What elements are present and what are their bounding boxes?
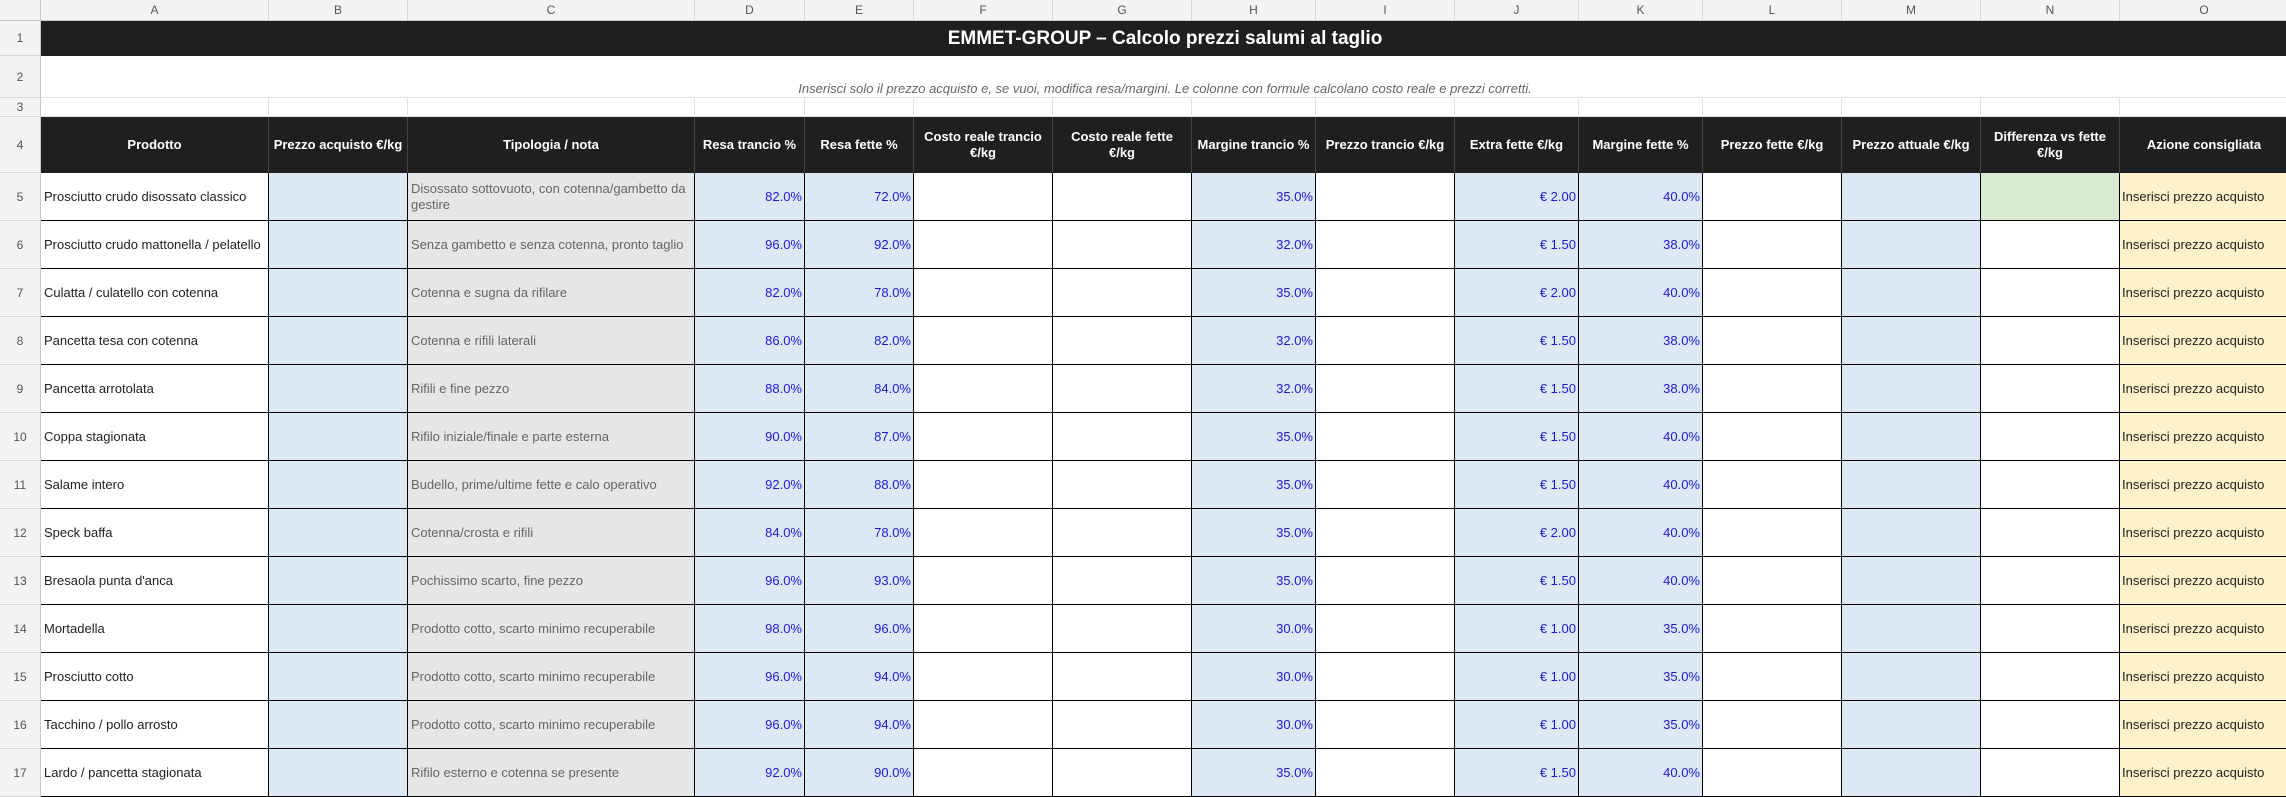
suggested-action-cell[interactable]: Inserisci prezzo acquisto <box>2120 317 2286 365</box>
price-chunk-cell[interactable] <box>1316 461 1455 509</box>
sheet-subtitle[interactable]: Inserisci solo il prezzo acquisto e, se vuoi, modifica resa/margini. Le colonne con formule calcolano costo reale e prezzi corretti. <box>41 56 2286 98</box>
product-name-cell[interactable]: Pancetta arrotolata <box>41 365 269 413</box>
row-header-11[interactable]: 11 <box>0 461 41 509</box>
product-name-cell[interactable]: Salame intero <box>41 461 269 509</box>
row-header-8[interactable]: 8 <box>0 317 41 365</box>
type-note-cell[interactable]: Cotenna e sugna da rifilare <box>408 269 695 317</box>
current-price-input[interactable] <box>1842 365 1981 413</box>
real-cost-chunk-cell[interactable] <box>914 509 1053 557</box>
extra-slices-cell[interactable]: € 2.00 <box>1455 509 1579 557</box>
column-title[interactable]: Margine fette % <box>1579 117 1703 173</box>
extra-slices-cell[interactable]: € 1.50 <box>1455 749 1579 797</box>
product-name-cell[interactable]: Lardo / pancetta stagionata <box>41 749 269 797</box>
margin-chunk-cell[interactable]: 35.0% <box>1192 509 1316 557</box>
real-cost-slices-cell[interactable] <box>1053 749 1192 797</box>
column-header-h[interactable]: H <box>1192 0 1316 21</box>
yield-slices-cell[interactable]: 92.0% <box>805 221 914 269</box>
margin-chunk-cell[interactable]: 35.0% <box>1192 173 1316 221</box>
yield-chunk-cell[interactable]: 96.0% <box>695 557 805 605</box>
real-cost-slices-cell[interactable] <box>1053 653 1192 701</box>
difference-cell[interactable] <box>1981 557 2120 605</box>
row-header-6[interactable]: 6 <box>0 221 41 269</box>
difference-cell[interactable] <box>1981 749 2120 797</box>
extra-slices-cell[interactable]: € 1.50 <box>1455 413 1579 461</box>
yield-slices-cell[interactable]: 87.0% <box>805 413 914 461</box>
current-price-input[interactable] <box>1842 317 1981 365</box>
margin-slices-cell[interactable]: 38.0% <box>1579 221 1703 269</box>
real-cost-chunk-cell[interactable] <box>914 749 1053 797</box>
current-price-input[interactable] <box>1842 509 1981 557</box>
column-title[interactable]: Resa fette % <box>805 117 914 173</box>
margin-slices-cell[interactable]: 40.0% <box>1579 509 1703 557</box>
current-price-input[interactable] <box>1842 653 1981 701</box>
column-header-k[interactable]: K <box>1579 0 1703 21</box>
margin-chunk-cell[interactable]: 30.0% <box>1192 653 1316 701</box>
cell[interactable] <box>914 98 1053 117</box>
type-note-cell[interactable]: Budello, prime/ultime fette e calo operativo <box>408 461 695 509</box>
real-cost-chunk-cell[interactable] <box>914 173 1053 221</box>
product-name-cell[interactable]: Pancetta tesa con cotenna <box>41 317 269 365</box>
price-chunk-cell[interactable] <box>1316 269 1455 317</box>
difference-cell[interactable] <box>1981 269 2120 317</box>
difference-cell[interactable] <box>1981 173 2120 221</box>
difference-cell[interactable] <box>1981 509 2120 557</box>
margin-slices-cell[interactable]: 38.0% <box>1579 365 1703 413</box>
price-chunk-cell[interactable] <box>1316 557 1455 605</box>
real-cost-slices-cell[interactable] <box>1053 365 1192 413</box>
extra-slices-cell[interactable]: € 1.50 <box>1455 461 1579 509</box>
suggested-action-cell[interactable]: Inserisci prezzo acquisto <box>2120 557 2286 605</box>
type-note-cell[interactable]: Pochissimo scarto, fine pezzo <box>408 557 695 605</box>
type-note-cell[interactable]: Rifili e fine pezzo <box>408 365 695 413</box>
price-slices-cell[interactable] <box>1703 365 1842 413</box>
cell[interactable] <box>1455 98 1579 117</box>
suggested-action-cell[interactable]: Inserisci prezzo acquisto <box>2120 509 2286 557</box>
purchase-price-input[interactable] <box>269 509 408 557</box>
product-name-cell[interactable]: Speck baffa <box>41 509 269 557</box>
extra-slices-cell[interactable]: € 1.50 <box>1455 221 1579 269</box>
margin-chunk-cell[interactable]: 35.0% <box>1192 749 1316 797</box>
column-title[interactable]: Costo reale trancio €/kg <box>914 117 1053 173</box>
column-header-i[interactable]: I <box>1316 0 1455 21</box>
price-slices-cell[interactable] <box>1703 269 1842 317</box>
column-header-e[interactable]: E <box>805 0 914 21</box>
price-slices-cell[interactable] <box>1703 509 1842 557</box>
extra-slices-cell[interactable]: € 1.00 <box>1455 701 1579 749</box>
current-price-input[interactable] <box>1842 461 1981 509</box>
yield-chunk-cell[interactable]: 96.0% <box>695 653 805 701</box>
yield-slices-cell[interactable]: 78.0% <box>805 509 914 557</box>
row-header-5[interactable]: 5 <box>0 173 41 221</box>
yield-chunk-cell[interactable]: 90.0% <box>695 413 805 461</box>
yield-slices-cell[interactable]: 82.0% <box>805 317 914 365</box>
product-name-cell[interactable]: Culatta / culatello con cotenna <box>41 269 269 317</box>
yield-slices-cell[interactable]: 93.0% <box>805 557 914 605</box>
suggested-action-cell[interactable]: Inserisci prezzo acquisto <box>2120 413 2286 461</box>
difference-cell[interactable] <box>1981 653 2120 701</box>
row-header-10[interactable]: 10 <box>0 413 41 461</box>
difference-cell[interactable] <box>1981 221 2120 269</box>
real-cost-slices-cell[interactable] <box>1053 605 1192 653</box>
difference-cell[interactable] <box>1981 317 2120 365</box>
extra-slices-cell[interactable]: € 2.00 <box>1455 269 1579 317</box>
price-slices-cell[interactable] <box>1703 317 1842 365</box>
yield-slices-cell[interactable]: 78.0% <box>805 269 914 317</box>
column-title[interactable]: Extra fette €/kg <box>1455 117 1579 173</box>
column-header-a[interactable]: A <box>41 0 269 21</box>
yield-chunk-cell[interactable]: 84.0% <box>695 509 805 557</box>
cell[interactable] <box>1981 98 2120 117</box>
real-cost-chunk-cell[interactable] <box>914 317 1053 365</box>
difference-cell[interactable] <box>1981 461 2120 509</box>
price-slices-cell[interactable] <box>1703 221 1842 269</box>
product-name-cell[interactable]: Prosciutto cotto <box>41 653 269 701</box>
difference-cell[interactable] <box>1981 701 2120 749</box>
purchase-price-input[interactable] <box>269 749 408 797</box>
cell[interactable] <box>1053 98 1192 117</box>
current-price-input[interactable] <box>1842 749 1981 797</box>
column-header-b[interactable]: B <box>269 0 408 21</box>
purchase-price-input[interactable] <box>269 221 408 269</box>
margin-slices-cell[interactable]: 35.0% <box>1579 701 1703 749</box>
price-chunk-cell[interactable] <box>1316 317 1455 365</box>
type-note-cell[interactable]: Cotenna/crosta e rifili <box>408 509 695 557</box>
current-price-input[interactable] <box>1842 557 1981 605</box>
yield-chunk-cell[interactable]: 98.0% <box>695 605 805 653</box>
purchase-price-input[interactable] <box>269 557 408 605</box>
cell[interactable] <box>1579 98 1703 117</box>
row-header-2[interactable]: 2 <box>0 56 41 98</box>
real-cost-chunk-cell[interactable] <box>914 653 1053 701</box>
suggested-action-cell[interactable]: Inserisci prezzo acquisto <box>2120 173 2286 221</box>
yield-chunk-cell[interactable]: 82.0% <box>695 173 805 221</box>
margin-slices-cell[interactable]: 38.0% <box>1579 317 1703 365</box>
type-note-cell[interactable]: Rifilo iniziale/finale e parte esterna <box>408 413 695 461</box>
real-cost-chunk-cell[interactable] <box>914 557 1053 605</box>
suggested-action-cell[interactable]: Inserisci prezzo acquisto <box>2120 221 2286 269</box>
price-chunk-cell[interactable] <box>1316 365 1455 413</box>
difference-cell[interactable] <box>1981 605 2120 653</box>
extra-slices-cell[interactable]: € 2.00 <box>1455 173 1579 221</box>
margin-slices-cell[interactable]: 40.0% <box>1579 413 1703 461</box>
margin-slices-cell[interactable]: 40.0% <box>1579 749 1703 797</box>
cell[interactable] <box>2120 98 2286 117</box>
row-header-3[interactable]: 3 <box>0 98 41 117</box>
suggested-action-cell[interactable]: Inserisci prezzo acquisto <box>2120 653 2286 701</box>
suggested-action-cell[interactable]: Inserisci prezzo acquisto <box>2120 749 2286 797</box>
column-header-c[interactable]: C <box>408 0 695 21</box>
margin-chunk-cell[interactable]: 35.0% <box>1192 413 1316 461</box>
price-chunk-cell[interactable] <box>1316 173 1455 221</box>
cell[interactable] <box>1703 98 1842 117</box>
real-cost-chunk-cell[interactable] <box>914 701 1053 749</box>
column-title[interactable]: Prodotto <box>41 117 269 173</box>
type-note-cell[interactable]: Rifilo esterno e cotenna se presente <box>408 749 695 797</box>
extra-slices-cell[interactable]: € 1.00 <box>1455 653 1579 701</box>
row-header-15[interactable]: 15 <box>0 653 41 701</box>
difference-cell[interactable] <box>1981 413 2120 461</box>
column-header-m[interactable]: M <box>1842 0 1981 21</box>
price-chunk-cell[interactable] <box>1316 221 1455 269</box>
margin-slices-cell[interactable]: 35.0% <box>1579 653 1703 701</box>
yield-slices-cell[interactable]: 96.0% <box>805 605 914 653</box>
real-cost-slices-cell[interactable] <box>1053 221 1192 269</box>
product-name-cell[interactable]: Prosciutto crudo mattonella / pelatello <box>41 221 269 269</box>
column-header-l[interactable]: L <box>1703 0 1842 21</box>
price-chunk-cell[interactable] <box>1316 653 1455 701</box>
yield-slices-cell[interactable]: 88.0% <box>805 461 914 509</box>
margin-chunk-cell[interactable]: 30.0% <box>1192 605 1316 653</box>
type-note-cell[interactable]: Prodotto cotto, scarto minimo recuperabile <box>408 653 695 701</box>
price-chunk-cell[interactable] <box>1316 701 1455 749</box>
suggested-action-cell[interactable]: Inserisci prezzo acquisto <box>2120 605 2286 653</box>
suggested-action-cell[interactable]: Inserisci prezzo acquisto <box>2120 461 2286 509</box>
price-chunk-cell[interactable] <box>1316 605 1455 653</box>
margin-chunk-cell[interactable]: 35.0% <box>1192 461 1316 509</box>
price-slices-cell[interactable] <box>1703 557 1842 605</box>
row-header-14[interactable]: 14 <box>0 605 41 653</box>
price-slices-cell[interactable] <box>1703 173 1842 221</box>
yield-chunk-cell[interactable]: 92.0% <box>695 749 805 797</box>
margin-slices-cell[interactable]: 40.0% <box>1579 557 1703 605</box>
price-slices-cell[interactable] <box>1703 605 1842 653</box>
purchase-price-input[interactable] <box>269 317 408 365</box>
yield-chunk-cell[interactable]: 96.0% <box>695 221 805 269</box>
select-all-corner[interactable] <box>0 0 41 21</box>
price-chunk-cell[interactable] <box>1316 749 1455 797</box>
price-slices-cell[interactable] <box>1703 461 1842 509</box>
column-title[interactable]: Differenza vs fette €/kg <box>1981 117 2120 173</box>
real-cost-chunk-cell[interactable] <box>914 269 1053 317</box>
column-title[interactable]: Prezzo trancio €/kg <box>1316 117 1455 173</box>
type-note-cell[interactable]: Disossato sottovuoto, con cotenna/gambetto da gestire <box>408 173 695 221</box>
purchase-price-input[interactable] <box>269 173 408 221</box>
current-price-input[interactable] <box>1842 605 1981 653</box>
type-note-cell[interactable]: Senza gambetto e senza cotenna, pronto taglio <box>408 221 695 269</box>
column-title[interactable]: Prezzo acquisto €/kg <box>269 117 408 173</box>
cell[interactable] <box>408 98 695 117</box>
margin-slices-cell[interactable]: 40.0% <box>1579 269 1703 317</box>
cell[interactable] <box>695 98 805 117</box>
cell[interactable] <box>41 98 269 117</box>
current-price-input[interactable] <box>1842 701 1981 749</box>
real-cost-slices-cell[interactable] <box>1053 509 1192 557</box>
margin-chunk-cell[interactable]: 32.0% <box>1192 317 1316 365</box>
row-header-13[interactable]: 13 <box>0 557 41 605</box>
real-cost-chunk-cell[interactable] <box>914 461 1053 509</box>
margin-chunk-cell[interactable]: 35.0% <box>1192 269 1316 317</box>
purchase-price-input[interactable] <box>269 365 408 413</box>
real-cost-slices-cell[interactable] <box>1053 317 1192 365</box>
type-note-cell[interactable]: Cotenna e rifili laterali <box>408 317 695 365</box>
margin-slices-cell[interactable]: 35.0% <box>1579 605 1703 653</box>
row-header-17[interactable]: 17 <box>0 749 41 797</box>
cell[interactable] <box>805 98 914 117</box>
price-slices-cell[interactable] <box>1703 413 1842 461</box>
current-price-input[interactable] <box>1842 269 1981 317</box>
row-header-1[interactable]: 1 <box>0 21 41 56</box>
cell[interactable] <box>269 98 408 117</box>
column-title[interactable]: Prezzo fette €/kg <box>1703 117 1842 173</box>
yield-chunk-cell[interactable]: 96.0% <box>695 701 805 749</box>
margin-slices-cell[interactable]: 40.0% <box>1579 173 1703 221</box>
column-title[interactable]: Resa trancio % <box>695 117 805 173</box>
yield-chunk-cell[interactable]: 86.0% <box>695 317 805 365</box>
cell[interactable] <box>1192 98 1316 117</box>
yield-slices-cell[interactable]: 90.0% <box>805 749 914 797</box>
price-slices-cell[interactable] <box>1703 653 1842 701</box>
column-header-o[interactable]: O <box>2120 0 2286 21</box>
yield-slices-cell[interactable]: 94.0% <box>805 653 914 701</box>
current-price-input[interactable] <box>1842 413 1981 461</box>
type-note-cell[interactable]: Prodotto cotto, scarto minimo recuperabile <box>408 605 695 653</box>
type-note-cell[interactable]: Prodotto cotto, scarto minimo recuperabile <box>408 701 695 749</box>
yield-slices-cell[interactable]: 94.0% <box>805 701 914 749</box>
column-header-f[interactable]: F <box>914 0 1053 21</box>
difference-cell[interactable] <box>1981 365 2120 413</box>
real-cost-chunk-cell[interactable] <box>914 221 1053 269</box>
purchase-price-input[interactable] <box>269 653 408 701</box>
price-chunk-cell[interactable] <box>1316 413 1455 461</box>
product-name-cell[interactable]: Tacchino / pollo arrosto <box>41 701 269 749</box>
margin-chunk-cell[interactable]: 35.0% <box>1192 557 1316 605</box>
margin-chunk-cell[interactable]: 30.0% <box>1192 701 1316 749</box>
row-header-4[interactable]: 4 <box>0 117 41 173</box>
column-title[interactable]: Prezzo attuale €/kg <box>1842 117 1981 173</box>
column-title[interactable]: Tipologia / nota <box>408 117 695 173</box>
price-slices-cell[interactable] <box>1703 701 1842 749</box>
purchase-price-input[interactable] <box>269 605 408 653</box>
suggested-action-cell[interactable]: Inserisci prezzo acquisto <box>2120 269 2286 317</box>
price-chunk-cell[interactable] <box>1316 509 1455 557</box>
product-name-cell[interactable]: Mortadella <box>41 605 269 653</box>
column-header-d[interactable]: D <box>695 0 805 21</box>
real-cost-slices-cell[interactable] <box>1053 557 1192 605</box>
suggested-action-cell[interactable]: Inserisci prezzo acquisto <box>2120 365 2286 413</box>
yield-chunk-cell[interactable]: 92.0% <box>695 461 805 509</box>
margin-chunk-cell[interactable]: 32.0% <box>1192 221 1316 269</box>
yield-slices-cell[interactable]: 84.0% <box>805 365 914 413</box>
yield-slices-cell[interactable]: 72.0% <box>805 173 914 221</box>
price-slices-cell[interactable] <box>1703 749 1842 797</box>
cell[interactable] <box>1316 98 1455 117</box>
extra-slices-cell[interactable]: € 1.00 <box>1455 605 1579 653</box>
margin-slices-cell[interactable]: 40.0% <box>1579 461 1703 509</box>
column-title[interactable]: Costo reale fette €/kg <box>1053 117 1192 173</box>
product-name-cell[interactable]: Prosciutto crudo disossato classico <box>41 173 269 221</box>
column-header-j[interactable]: J <box>1455 0 1579 21</box>
margin-chunk-cell[interactable]: 32.0% <box>1192 365 1316 413</box>
real-cost-chunk-cell[interactable] <box>914 413 1053 461</box>
extra-slices-cell[interactable]: € 1.50 <box>1455 317 1579 365</box>
column-header-n[interactable]: N <box>1981 0 2120 21</box>
real-cost-chunk-cell[interactable] <box>914 605 1053 653</box>
real-cost-slices-cell[interactable] <box>1053 701 1192 749</box>
current-price-input[interactable] <box>1842 173 1981 221</box>
yield-chunk-cell[interactable]: 82.0% <box>695 269 805 317</box>
current-price-input[interactable] <box>1842 221 1981 269</box>
real-cost-chunk-cell[interactable] <box>914 365 1053 413</box>
purchase-price-input[interactable] <box>269 461 408 509</box>
real-cost-slices-cell[interactable] <box>1053 269 1192 317</box>
row-header-9[interactable]: 9 <box>0 365 41 413</box>
row-header-7[interactable]: 7 <box>0 269 41 317</box>
real-cost-slices-cell[interactable] <box>1053 413 1192 461</box>
cell[interactable] <box>1842 98 1981 117</box>
product-name-cell[interactable]: Coppa stagionata <box>41 413 269 461</box>
column-header-g[interactable]: G <box>1053 0 1192 21</box>
column-title[interactable]: Margine trancio % <box>1192 117 1316 173</box>
purchase-price-input[interactable] <box>269 413 408 461</box>
real-cost-slices-cell[interactable] <box>1053 461 1192 509</box>
sheet-title[interactable]: EMMET-GROUP – Calcolo prezzi salumi al taglio <box>41 21 2286 56</box>
extra-slices-cell[interactable]: € 1.50 <box>1455 557 1579 605</box>
product-name-cell[interactable]: Bresaola punta d'anca <box>41 557 269 605</box>
purchase-price-input[interactable] <box>269 701 408 749</box>
yield-chunk-cell[interactable]: 88.0% <box>695 365 805 413</box>
row-header-16[interactable]: 16 <box>0 701 41 749</box>
purchase-price-input[interactable] <box>269 269 408 317</box>
row-header-12[interactable]: 12 <box>0 509 41 557</box>
real-cost-slices-cell[interactable] <box>1053 173 1192 221</box>
column-title[interactable]: Azione consigliata <box>2120 117 2286 173</box>
extra-slices-cell[interactable]: € 1.50 <box>1455 365 1579 413</box>
suggested-action-cell[interactable]: Inserisci prezzo acquisto <box>2120 701 2286 749</box>
